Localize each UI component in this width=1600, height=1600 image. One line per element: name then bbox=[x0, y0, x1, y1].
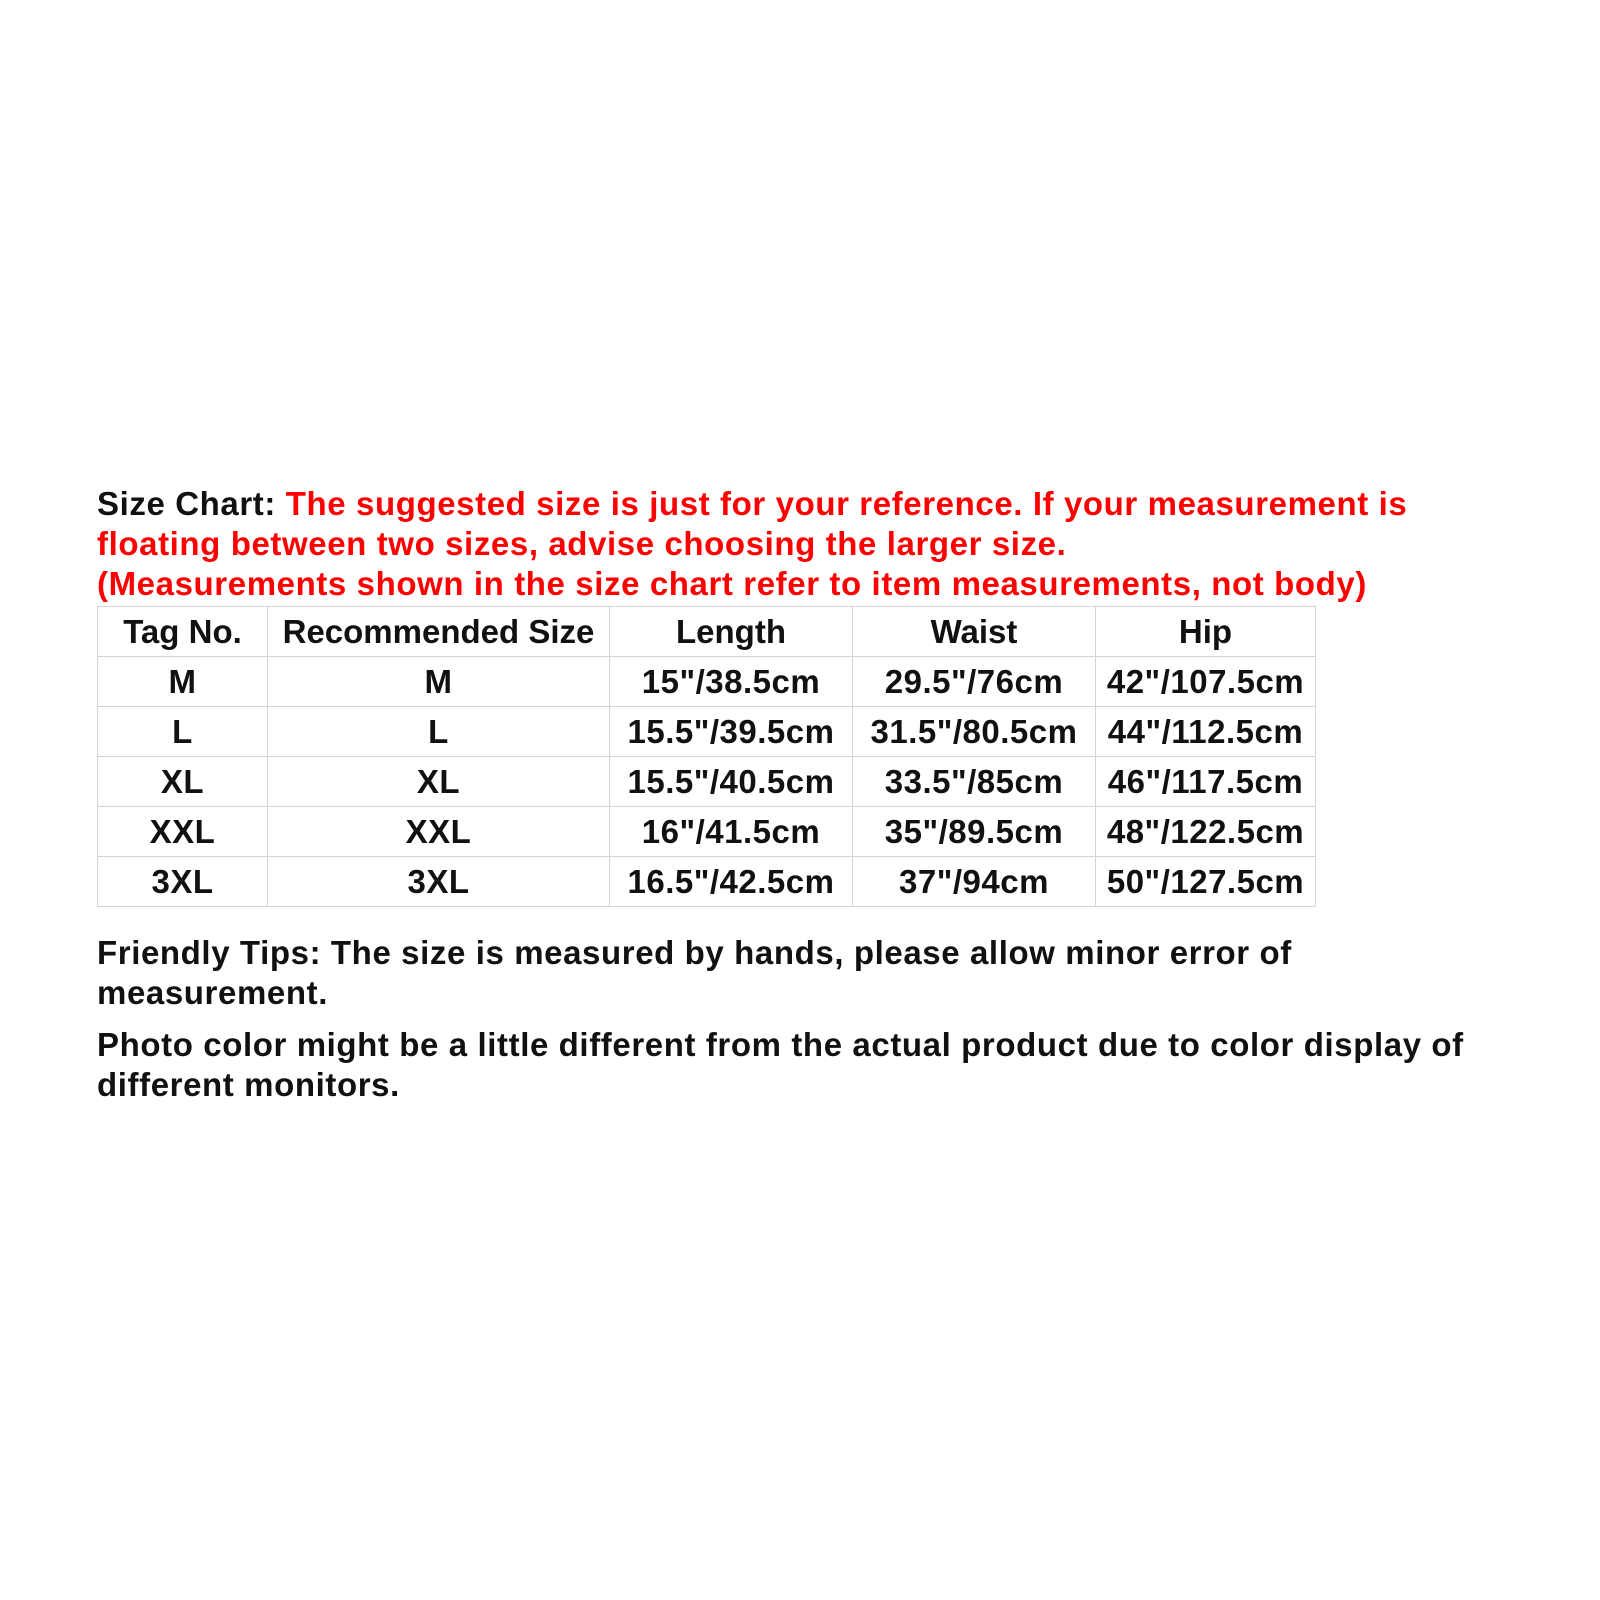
header-length: Length bbox=[610, 607, 853, 657]
header-hip: Hip bbox=[1096, 607, 1316, 657]
cell-waist: 29.5"/76cm bbox=[853, 657, 1096, 707]
size-chart-label: Size Chart: bbox=[97, 485, 276, 522]
cell-waist: 35"/89.5cm bbox=[853, 807, 1096, 857]
friendly-tips-line-1: Friendly Tips: The size is measured by hands, please allow minor error of bbox=[97, 934, 1292, 971]
photo-color-note-line-1: Photo color might be a little different from the actual product due to color display of bbox=[97, 1026, 1464, 1063]
table-row bbox=[98, 757, 1316, 807]
cell-tag-no: XL bbox=[98, 757, 268, 807]
cell-hip: 48"/122.5cm bbox=[1096, 807, 1316, 857]
cell-recommended-size: M bbox=[268, 657, 610, 707]
size-table bbox=[97, 606, 1316, 907]
cell-hip: 50"/127.5cm bbox=[1096, 857, 1316, 907]
cell-waist: 33.5"/85cm bbox=[853, 757, 1096, 807]
cell-waist: 31.5"/80.5cm bbox=[853, 707, 1096, 757]
cell-hip: 44"/112.5cm bbox=[1096, 707, 1316, 757]
cell-length: 15.5"/40.5cm bbox=[610, 757, 853, 807]
photo-color-note-line-2: different monitors. bbox=[97, 1066, 400, 1103]
table-row bbox=[98, 807, 1316, 857]
cell-tag-no: L bbox=[98, 707, 268, 757]
measurement-note: (Measurements shown in the size chart refer to item measurements, not body) bbox=[97, 565, 1367, 602]
cell-tag-no: M bbox=[98, 657, 268, 707]
cell-recommended-size: 3XL bbox=[268, 857, 610, 907]
cell-tag-no: 3XL bbox=[98, 857, 268, 907]
table-row bbox=[98, 657, 1316, 707]
table-row bbox=[98, 857, 1316, 907]
size-chart-document bbox=[97, 484, 1517, 1105]
size-chart-heading bbox=[97, 484, 1517, 604]
cell-recommended-size: XXL bbox=[268, 807, 610, 857]
table-row bbox=[98, 707, 1316, 757]
header-recommended-size: Recommended Size bbox=[268, 607, 610, 657]
photo-color-note bbox=[97, 1025, 1517, 1105]
cell-recommended-size: L bbox=[268, 707, 610, 757]
heading-line-1 bbox=[97, 484, 1517, 524]
header-waist: Waist bbox=[853, 607, 1096, 657]
table-header-row bbox=[98, 607, 1316, 657]
reference-notice: The suggested size is just for your reference. If your measurement is bbox=[285, 485, 1408, 522]
header-tag-no: Tag No. bbox=[98, 607, 268, 657]
cell-waist: 37"/94cm bbox=[853, 857, 1096, 907]
cell-recommended-size: XL bbox=[268, 757, 610, 807]
cell-hip: 42"/107.5cm bbox=[1096, 657, 1316, 707]
cell-length: 15.5"/39.5cm bbox=[610, 707, 853, 757]
friendly-tips bbox=[97, 933, 1517, 1013]
friendly-tips-line-2: measurement. bbox=[97, 974, 328, 1011]
larger-size-advice: floating between two sizes, advise choosing the larger size. bbox=[97, 525, 1067, 562]
cell-length: 15"/38.5cm bbox=[610, 657, 853, 707]
cell-length: 16"/41.5cm bbox=[610, 807, 853, 857]
cell-hip: 46"/117.5cm bbox=[1096, 757, 1316, 807]
cell-tag-no: XXL bbox=[98, 807, 268, 857]
cell-length: 16.5"/42.5cm bbox=[610, 857, 853, 907]
